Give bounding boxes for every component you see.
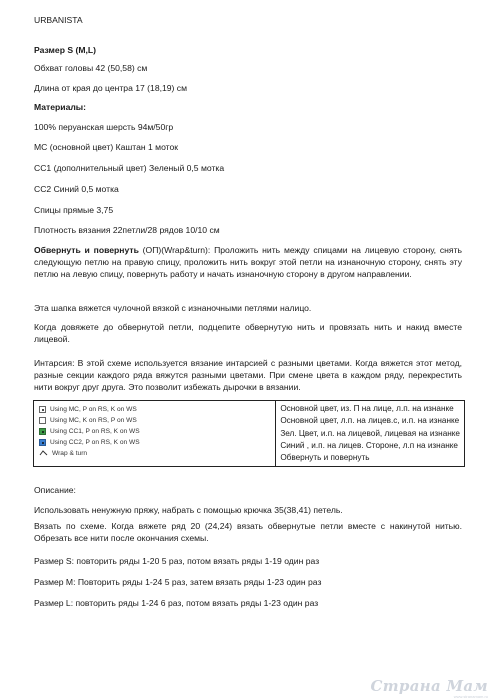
materials-title: Материалы:	[34, 102, 87, 112]
material-item: MC (основной цвет) Каштан 1 моток	[34, 142, 179, 152]
wrapped-stitch-note: Когда довяжете до обвернутой петли, подцепите обвернутую нить и провязать нить и накид вместе лицевой.	[34, 322, 462, 345]
legend-symbol-row	[39, 406, 137, 413]
blue-dot-square-icon	[39, 439, 46, 446]
size-title: Размер S (M,L)	[34, 45, 96, 55]
length-text: Длина от края до центра 17 (18,19) см	[34, 83, 188, 93]
brand-header: URBANISTA	[34, 15, 83, 25]
wrap-turn-icon	[39, 450, 48, 457]
watermark-url: www.stranamam.ru	[453, 694, 488, 699]
legend-symbol-label: Using MC, P on RS, K on WS	[50, 406, 137, 413]
dot-square-icon	[39, 406, 46, 413]
legend-translation: Синий , и.п. на лицев. Стороне, л.п на изнанке	[280, 440, 458, 450]
wrap-turn-paragraph	[34, 244, 462, 281]
legend-symbol-row	[39, 417, 137, 424]
legend-translations	[276, 401, 464, 466]
legend-symbol-row	[39, 450, 87, 457]
legend-translation: Зел. Цвет, и.п. на лицевой, лицевая на изнанке	[280, 428, 460, 438]
material-item: CC2 Синий 0,5 мотка	[34, 184, 119, 194]
wrap-turn-definition: (ОП)(Wrap&turn): Проложить нить между спицами на лицевую сторону, снять следующую петлю на правую спицу, проложить нить вокруг этой петли на изнаночную сторону, снять эту петлю на левую спицу, повернуть работу и начать изнаночную сторону в другом направлении.	[34, 245, 462, 280]
legend-symbol-label: Wrap & turn	[52, 450, 88, 457]
legend-translation: Основной цвет, л.п. на лицев.с, и.п. на изнанке	[280, 416, 460, 426]
legend-translation: Обвернуть и повернуть	[280, 453, 370, 463]
legend-translation: Основной цвет, из. П на лице, л.п. на изнанке	[280, 404, 454, 413]
material-item: 100% перуанская шерсть 94м/50гр	[34, 122, 174, 132]
material-item: CC1 (дополнительный цвет) Зеленый 0,5 мотка	[34, 163, 225, 173]
chart-instruction: Вязать по схеме. Когда вяжете ряд 20 (24,24) вязать обвернутые петли вместе с накинутой нитью. Обрезать все нити после окончания схемы.	[34, 521, 462, 544]
wrap-turn-term: Обвернуть и повернуть	[34, 245, 139, 255]
size-s-instruction: Размер S: повторить ряды 1-20 5 раз, потом вязать ряды 1-19 один раз	[34, 556, 320, 566]
head-circumference: Обхват головы 42 (50,58) см	[34, 63, 148, 73]
legend-symbol-row	[39, 428, 140, 435]
intarsia-paragraph: Интарсия: В этой схеме используется вязание интарсией с разными цветами. Когда вяжется этот метод, разные секции каждого ряда вяжутся разными цветами. При смене цвета в каждом ряду, перекрестить нити вокруг друг друга. Это позволит избежать дырочки в вязании.	[34, 358, 462, 393]
material-item: Плотность вязания 22петли/28 рядов 10/10 см	[34, 225, 220, 235]
material-item: Спицы прямые 3,75	[34, 205, 114, 215]
legend-symbol-label: Using CC1, P on RS, K on WS	[50, 428, 140, 435]
stockinette-note: Эта шапка вяжется чулочной вязкой с изнаночными петлями налицо.	[34, 303, 312, 313]
size-m-instruction: Размер М: Повторить ряды 1-24 5 раз, затем вязать ряды 1-23 один раз	[34, 577, 322, 587]
empty-square-icon	[39, 417, 46, 424]
legend-symbols	[34, 401, 276, 466]
description-title: Описание:	[34, 485, 76, 495]
legend-symbol-row	[39, 439, 140, 446]
cast-on-instruction: Использовать ненужную пряжу, набрать с помощью крючка 35(38,41) петель.	[34, 505, 343, 515]
size-l-instruction: Размер L: повторить ряды 1-24 6 раз, потом вязать ряды 1-23 один раз	[34, 598, 319, 608]
legend-table	[33, 400, 465, 467]
legend-symbol-label: Using MC, K on RS, P on WS	[50, 417, 137, 424]
green-dot-square-icon	[39, 428, 46, 435]
legend-symbol-label: Using CC2, P on RS, K on WS	[50, 439, 140, 446]
watermark-logo: Страна Мам	[370, 677, 488, 695]
